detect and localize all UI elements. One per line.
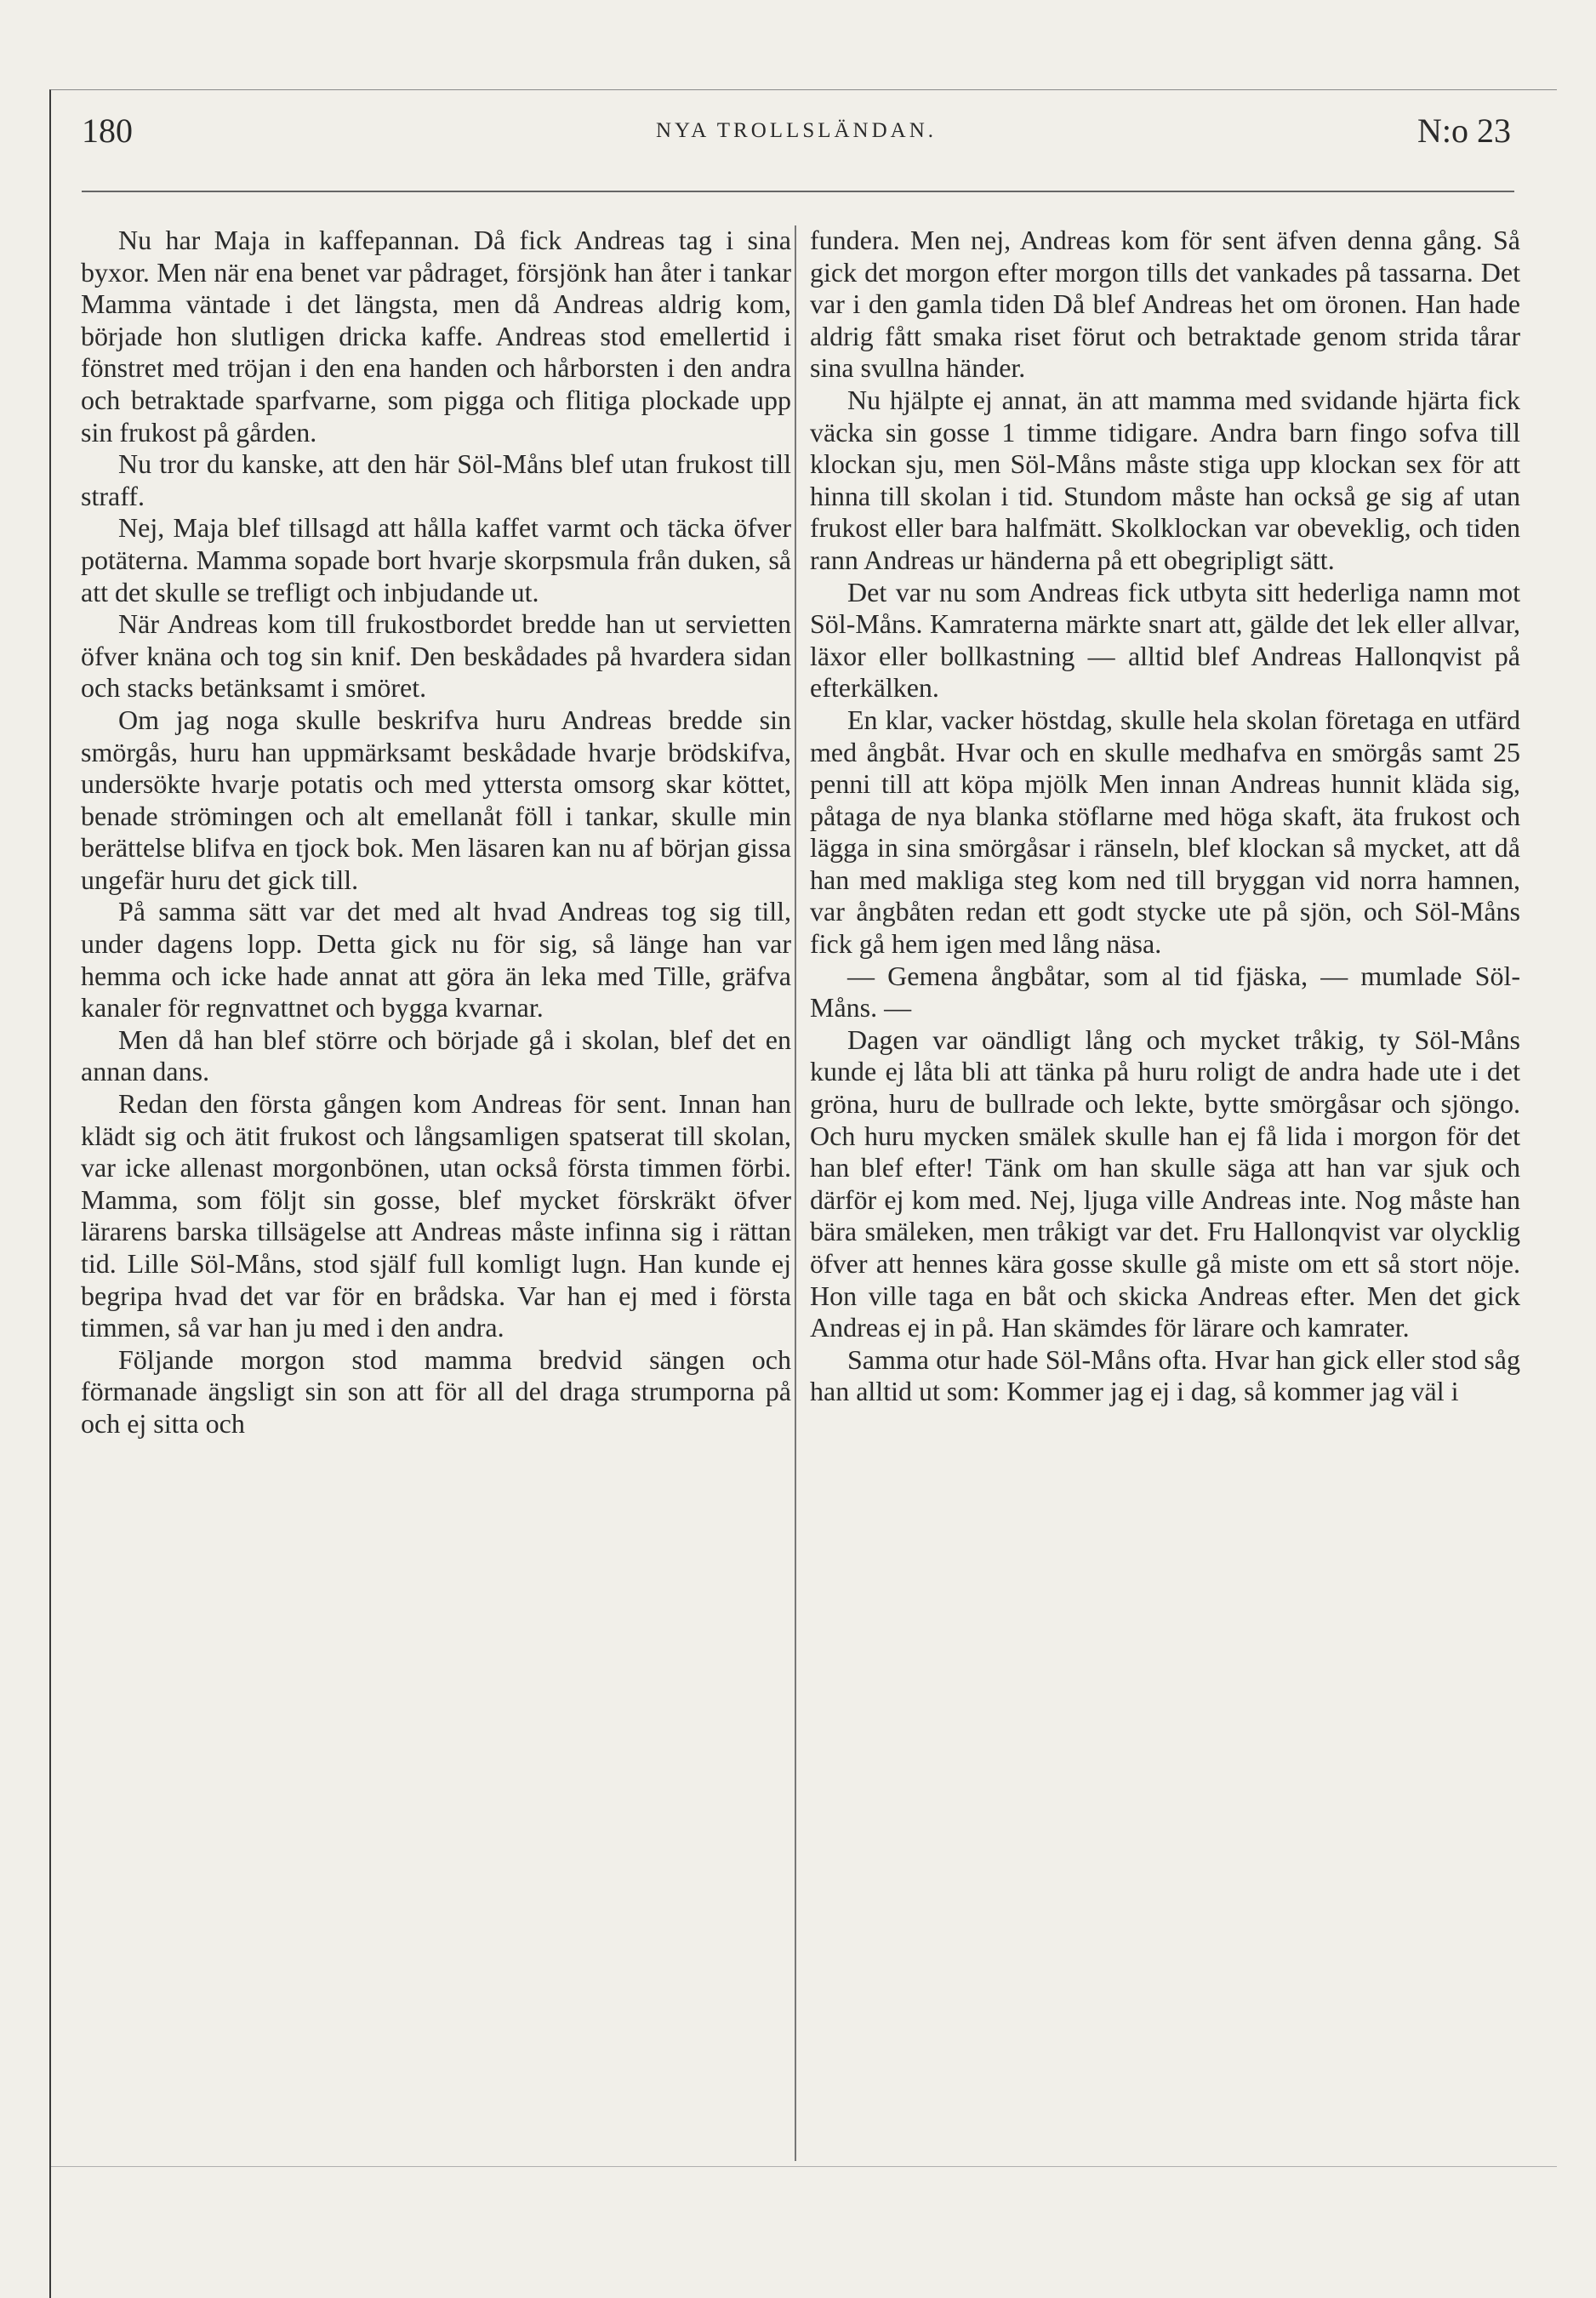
paragraph: Om jag noga skulle beskrifva huru Andreas bredde sin smörgås, huru han uppmärksamt beskådade hvarje brödskifva, undersökte hvarje potatis och med yttersta omsorg skar köttet, benade strömingen och alt emellanåt föll i tankar, skulle min berättelse blifva en tjock bok. Men läsaren kan nu af början gissa ungefär huru det gick till.	[81, 704, 791, 895]
paragraph: Samma otur hade Söl-Måns ofta. Hvar han gick eller stod såg han alltid ut som: Kommer jag ej i dag, så kommer jag väl i	[810, 1343, 1520, 1407]
bottom-rule	[51, 2166, 1557, 2167]
header-rule	[82, 191, 1514, 192]
page-number: 180	[82, 111, 133, 150]
paragraph: På samma sätt var det med alt hvad Andreas tog sig till, under dagens lopp. Detta gick nu för sig, så länge han var hemma och icke hade annat att göra än leka med Tille, gräfva kanaler för regnvattnet och bygga kvarnar.	[81, 896, 791, 1024]
column-divider	[795, 225, 796, 2161]
paragraph: Nu har Maja in kaffepannan. Då fick Andreas tag i sina byxor. Men när ena benet var pådraget, försjönk han åter i tankar Mamma väntade i det längsta, men då Andreas aldrig kom, började hon slutligen dricka kaffe. Andreas stod emellertid i fönstret med tröjan i den ena handen och hårborsten i den andra och betraktade sparfvarne, som pigga och flitiga plockade upp sin frukost på gården.	[81, 225, 791, 448]
paragraph: När Andreas kom till frukostbordet bredde han ut servietten öfver knäna och tog sin knif. Den beskådades på hvardera sidan och stacks betänksamt i smöret.	[81, 608, 791, 704]
issue-number: N:o 23	[1417, 111, 1511, 150]
paragraph: Nu hjälpte ej annat, än att mamma med svidande hjärta fick väcka sin gosse 1 timme tidigare. Andra barn fingo sofva till klockan sju, men Söl-Måns måste stiga upp klockan sex för att hinna till skolan i tid. Stundom måste han också ge sig af utan frukost eller bara halfmätt. Skolklockan var obeveklig, och tiden rann Andreas ur händerna på ett obegripligt sätt.	[810, 384, 1520, 575]
paragraph: Följande morgon stod mamma bredvid sängen och förmanade ängsligt sin son att för all del draga strumporna på och ej sitta och	[81, 1343, 791, 1439]
journal-title: NYA TROLLSLÄNDAN.	[655, 119, 938, 142]
paragraph: Men då han blef större och började gå i skolan, blef det en annan dans.	[81, 1024, 791, 1087]
left-column	[81, 225, 791, 1440]
paragraph: Nu tror du kanske, att den här Söl-Måns blef utan frukost till straff.	[81, 448, 791, 511]
paragraph: Det var nu som Andreas fick utbyta sitt hederliga namn mot Söl-Måns. Kamraterna märkte snart att, gälde det lek eller allvar, läxor eller bollkastning — alltid blef Andreas Hallonqvist på efterkälken.	[810, 576, 1520, 704]
right-column	[810, 225, 1520, 1408]
paragraph: En klar, vacker höstdag, skulle hela skolan företaga en utfärd med ångbåt. Hvar och en skulle medhafva en smörgås samt 25 penni till att köpa mjölk Men innan Andreas hunnit kläda sig, påtaga de nya blanka stöflarne med höga skaft, äta frukost och lägga in sina smörgåsar i ränseln, blef klockan så mycket, att då han med makliga steg kom ned till bryggan vid norra hamnen, var ångbåten redan ett godt stycke ute på sjön, och Söl-Måns fick gå hem igen med lång näsa.	[810, 704, 1520, 960]
paragraph: Redan den första gången kom Andreas för sent. Innan han klädt sig och ätit frukost och långsamligen spatserat till skolan, var icke allenast morgonbönen, utan också första timmen förbi. Mamma, som följt sin gosse, blef mycket förskräkt öfver lärarens barska tillsägelse att Andreas måste infinna sig i rättan tid. Lille Söl-Måns, stod själf full komligt lugn. Han kunde ej begripa hvad det var för en brådska. Var han ej med i första timmen, så var han ju med i den andra.	[81, 1088, 791, 1343]
page-header	[82, 111, 1511, 179]
paragraph: Dagen var oändligt lång och mycket tråkig, ty Söl-Måns kunde ej låta bli att tänka på huru roligt de andra hade ute i det gröna, huru de bullrade och lekte, bytte smörgåsar och sjöngo. Och huru mycken smälek skulle han ej få lida i morgon för det han blef efter! Tänk om han skulle säga att han var sjuk och därför ej kom med. Nej, ljuga ville Andreas inte. Nog måste han bära smäleken, men tråkigt var det. Fru Hallonqvist var olycklig öfver att hennes kära gosse skulle gå miste om ett så stort nöje. Hon ville taga en båt och skicka Andreas efter. Men det gick Andreas ej in på. Han skämdes för lärare och kamrater.	[810, 1024, 1520, 1343]
paragraph-continued: fundera. Men nej, Andreas kom för sent äfven denna gång. Så gick det morgon efter morgon tills det vankades på tassarna. Det var i den gamla tiden Då blef Andreas het om öronen. Han hade aldrig fått smaka riset förut och betraktade genom strida tårar sina svullna händer.	[810, 225, 1520, 384]
paragraph: Nej, Maja blef tillsagd att hålla kaffet varmt och täcka öfver potäterna. Mamma sopade bort hvarje skorpsmula från duken, så att det skulle se trefligt och inbjudande ut.	[81, 512, 791, 607]
dialogue-line: — Gemena ångbåtar, som al tid fjäska, — mumlade Söl-Måns. —	[810, 960, 1520, 1024]
